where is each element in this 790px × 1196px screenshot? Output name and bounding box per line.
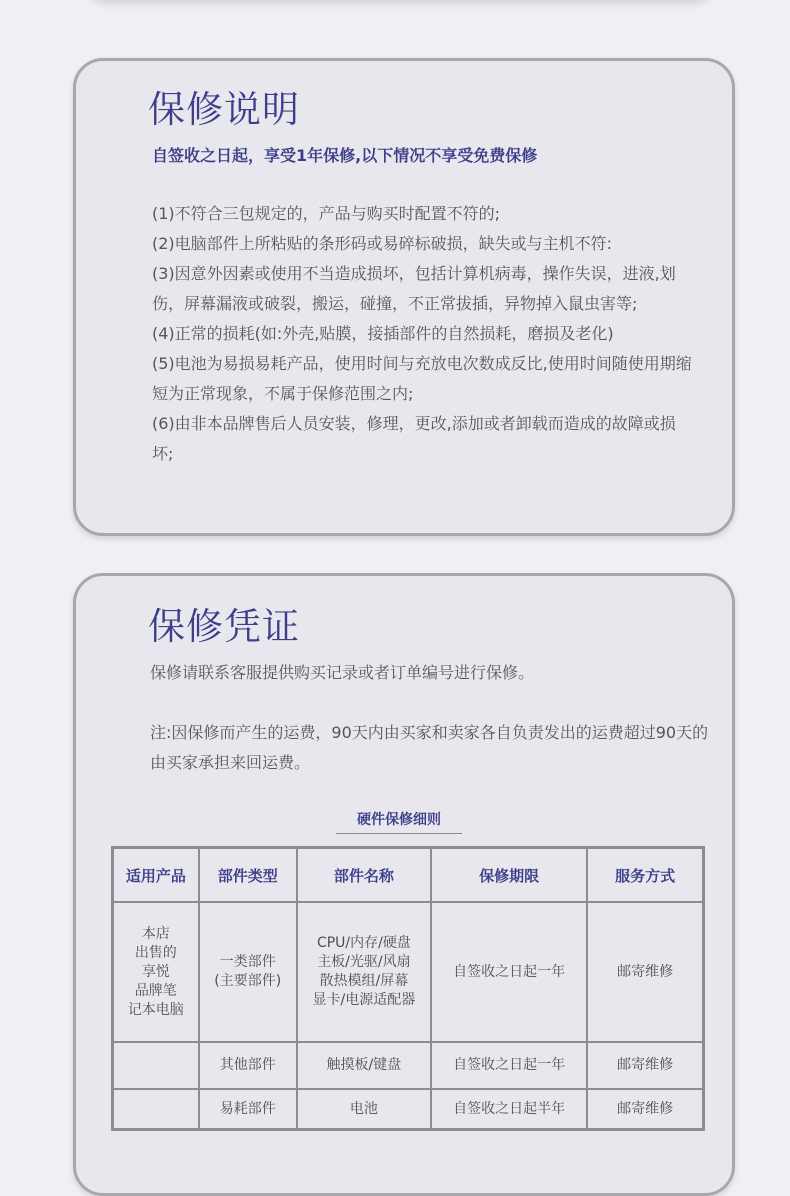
part-type-cell: 易耗部件	[199, 1089, 297, 1130]
clause-item: (1)不符合三包规定的，产品与购买时配置不符的;	[152, 204, 501, 223]
warranty-info-card	[73, 58, 735, 536]
part-type-cell: 其他部件	[199, 1042, 297, 1089]
warranty-period-cell: 自签收之日起一年	[431, 902, 587, 1042]
clause-item: (5)电池为易损易耗产品，使用时间与充放电次数成反比,使用时间随使用期缩短为正常现象，不属于保修范围之内;	[152, 354, 692, 403]
exclusion-clauses	[152, 199, 692, 469]
contact-instruction: 保修请联系客服提供购买记录或者订单编号进行保修。	[150, 663, 535, 682]
service-method-cell: 邮寄维修	[587, 902, 703, 1042]
table-caption: 硬件保修细则	[336, 809, 462, 834]
hardware-warranty-table	[111, 846, 705, 1131]
warranty-proof-title: 保修凭证	[148, 605, 300, 648]
part-name-cell: 触摸板/键盘	[297, 1042, 431, 1089]
header-warranty-period: 保修期限	[431, 848, 587, 903]
warranty-period-cell: 自签收之日起一年	[431, 1042, 587, 1089]
applicable-product-cell: 本店 出售的 享悦 品牌笔 记本电脑	[113, 902, 199, 1042]
empty-cell	[113, 1042, 199, 1089]
part-type-cell: 一类部件 (主要部件)	[199, 902, 297, 1042]
header-applicable-product: 适用产品	[113, 848, 199, 903]
clause-item: (6)由非本品牌售后人员安装，修理，更改,添加或者卸载而造成的故障或损坏;	[152, 414, 676, 463]
table-row	[113, 1042, 704, 1089]
empty-cell	[113, 1089, 199, 1130]
clause-item: (3)因意外因素或使用不当造成损坏，包括计算机病毒，操作失误，进液,划伤，屏幕漏液或破裂，搬运，碰撞，不正常拔插，异物掉入鼠虫害等;	[152, 264, 676, 313]
table-header-row	[113, 848, 704, 903]
warranty-info-title: 保修说明	[148, 88, 300, 131]
table-row	[113, 902, 704, 1042]
warranty-proof-card	[73, 573, 735, 1196]
service-method-cell: 邮寄维修	[587, 1089, 703, 1130]
warranty-period-cell: 自签收之日起半年	[431, 1089, 587, 1130]
clause-item: (2)电脑部件上所粘贴的条形码或易碎标破损，缺失或与主机不符:	[152, 234, 613, 253]
header-part-type: 部件类型	[199, 848, 297, 903]
table-row	[113, 1089, 704, 1130]
header-part-name: 部件名称	[297, 848, 431, 903]
service-method-cell: 邮寄维修	[587, 1042, 703, 1089]
clause-item: (4)正常的损耗(如:外壳,贴膜，接插部件的自然损耗，磨损及老化)	[152, 324, 614, 343]
shipping-note: 注:因保修而产生的运费，90天内由买家和卖家各自负责发出的运费超过90天的由买家承担来回运费。	[150, 723, 709, 772]
part-name-cell: 电池	[297, 1089, 431, 1130]
warranty-info-subtitle: 自签收之日起，享受1年保修,以下情况不享受免费保修	[152, 146, 538, 165]
part-name-cell: CPU/内存/硬盘 主板/光驱/风扇 散热模组/屏幕 显卡/电源适配器	[297, 902, 431, 1042]
header-service-method: 服务方式	[587, 848, 703, 903]
